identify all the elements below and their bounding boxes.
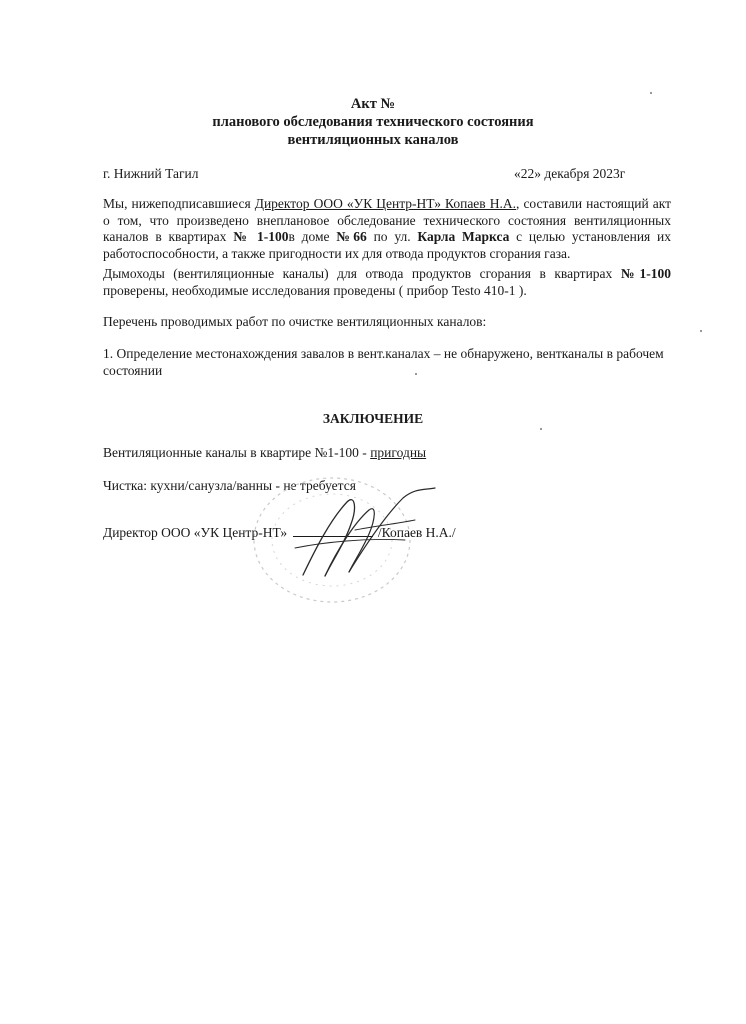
- intro-text-5: с целью установления их работоспособности, а также пригодности их для отвода продуктов сгорания газа.: [103, 229, 672, 261]
- title-line-2: планового обследования технического состояния: [212, 114, 534, 130]
- smoke-paragraph: [103, 266, 671, 299]
- title-line-3: вентиляционных каналов: [287, 132, 459, 148]
- scan-speck: [540, 428, 542, 430]
- smoke-text-1: Дымоходы (вентиляционные каналы) для отвода продуктов сгорания в квартирах: [103, 266, 613, 281]
- scan-speck: [700, 330, 702, 332]
- apartments-range: № 1-100: [233, 229, 289, 244]
- signoff-name: /Копаев Н.А./: [377, 525, 456, 540]
- signoff-position: Директор ООО «УК Центр-НТ»: [103, 525, 288, 540]
- intro-text-4: по ул.: [373, 229, 411, 244]
- smoke-text-2: проверены, необходимые исследования проведены ( прибор Testo 410-1 ).: [103, 282, 527, 298]
- intro-text-2: , составили настоящий акт о том, что произведено внеплановое обследование технического состояния вентиляционных каналов в квартирах: [103, 196, 671, 244]
- intro-text-3: в доме: [288, 229, 330, 244]
- house-number: №66: [336, 229, 367, 244]
- scan-speck: [415, 373, 417, 375]
- cleaning-conclusion: Чистка: кухни/санузла/ванны - не требуется: [103, 478, 356, 493]
- document-title: [0, 95, 746, 149]
- handwritten-signature: [285, 480, 475, 590]
- conclusion-heading: ЗАКЛЮЧЕНИЕ: [322, 411, 424, 426]
- document-date: «22» декабря 2023г: [514, 166, 626, 181]
- works-item-1: 1. Определение местонахождения завалов в вент.каналах – не обнаружено, вентканалы в рабочем состоянии: [103, 346, 664, 378]
- vent-conclusion: [103, 445, 671, 462]
- street-name: Карла Маркса: [417, 229, 510, 244]
- smoke-apartments: №1-100: [620, 266, 672, 281]
- signer: Директор ООО «УК Центр-НТ» Копаев Н.А.: [254, 196, 516, 211]
- title-line-1: Акт №: [350, 96, 396, 112]
- intro-paragraph: [103, 196, 671, 262]
- vent-conclusion-text: Вентиляционные каналы в квартире №1-100 -: [103, 445, 367, 460]
- city: г. Нижний Тагил: [103, 166, 199, 181]
- vent-conclusion-result: пригодны: [370, 445, 427, 460]
- intro-text-1: Мы, нижеподписавшиеся: [103, 196, 251, 211]
- works-list-heading: Перечень проводимых работ по очистке вентиляционных каналов:: [103, 314, 487, 329]
- scan-speck: [650, 92, 652, 94]
